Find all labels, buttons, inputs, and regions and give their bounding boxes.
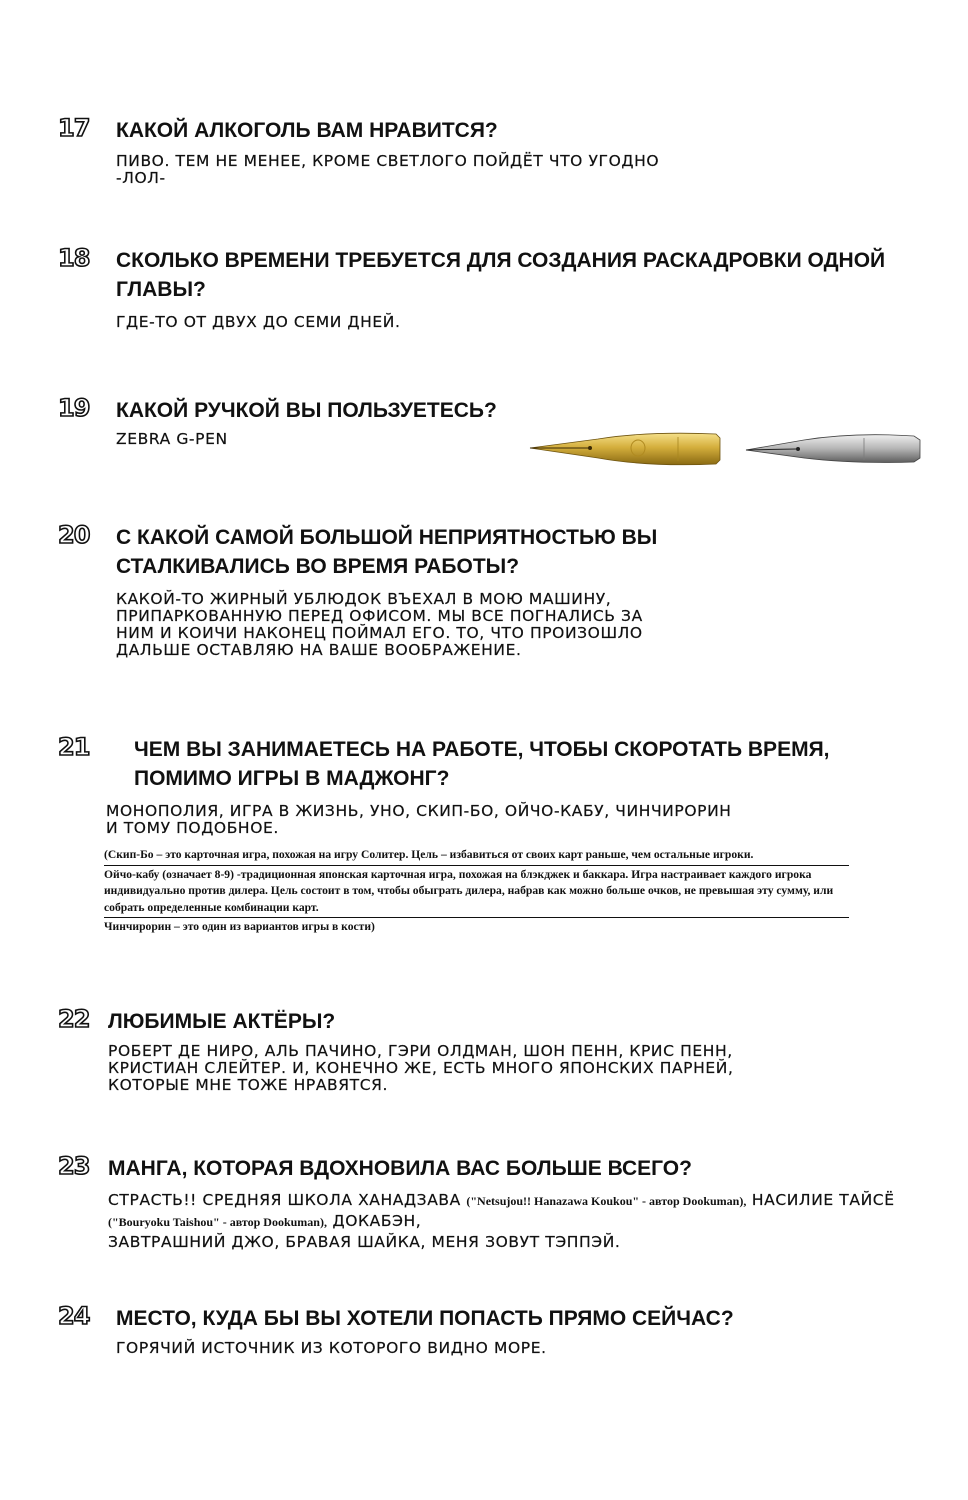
manga-note: ("Bouryoku Taishou" - автор Dookuman), (108, 1215, 327, 1229)
answer-text: ГДЕ-ТО ОТ ДВУХ ДО СЕМИ ДНЕЙ. (116, 313, 401, 331)
question-number: 24 (58, 1302, 90, 1330)
manga-title: ЗАВТРАШНИЙ ДЖО, БРАВАЯ ШАЙКА, МЕНЯ ЗОВУТ ТЭППЭЙ. (108, 1233, 621, 1251)
question-text: С КАКОЙ САМОЙ БОЛЬШОЙ НЕПРИЯТНОСТЬЮ ВЫ СТАЛКИВАЛИСЬ ВО ВРЕМЯ РАБОТЫ? (116, 526, 658, 578)
question-text: СКОЛЬКО ВРЕМЕНИ ТРЕБУЕТСЯ ДЛЯ СОЗДАНИЯ РАСКАДРОВКИ ОДНОЙ ГЛАВЫ? (116, 249, 886, 301)
footnote-skip-bo: (Скип-Бо – это карточная игра, похожая на игру Солитер. Цель – избавиться от своих карт раньше, чем остальные игроки. (104, 846, 849, 866)
footnote-oicho-kabu: Ойчо-кабу (означает 8-9) -традиционная японская карточная игра, похожая на блэкджек и баккара. Игра настраивает каждого игрока индивидуально против дилера. Цель состоит в том, чтобы обыграть дилера, набрав как можно больше очков, не превышая эту сумму, или собрать определенные комбинации карт. (104, 867, 834, 914)
answer-text (108, 1190, 898, 1252)
question-number: 23 (58, 1152, 90, 1180)
answer-text: РОБЕРТ ДЕ НИРО, АЛЬ ПАЧИНО, ГЭРИ ОЛДМАН, ШОН ПЕНН, КРИС ПЕНН, КРИСТИАН СЛЕЙТЕР. И, КОНЕЧНО ЖЕ, ЕСТЬ МНОГО ЯПОНСКИХ ПАРНЕЙ, КОТОРЫЕ МНЕ ТОЖЕ НРАВЯТСЯ. (108, 1042, 734, 1094)
manga-title: НАСИЛИЕ ТАЙСЁ (751, 1191, 895, 1209)
question-text: МЕСТО, КУДА БЫ ВЫ ХОТЕЛИ ПОПАСТЬ ПРЯМО СЕЙЧАС? (116, 1307, 734, 1330)
answer-text: ГОРЯЧИЙ ИСТОЧНИК ИЗ КОТОРОГО ВИДНО МОРЕ. (116, 1339, 547, 1357)
answer-text: ZEBRA G-PEN (116, 430, 228, 448)
answer-text: ПИВО. ТЕМ НЕ МЕНЕЕ, КРОМЕ СВЕТЛОГО ПОЙДЁТ ЧТО УГОДНО -ЛОЛ- (116, 152, 660, 187)
manga-title: ДОКАБЭН, (332, 1212, 422, 1230)
manga-title: СТРАСТЬ!! СРЕДНЯЯ ШКОЛА ХАНАДЗАВА (108, 1191, 461, 1209)
answer-text: КАКОЙ-ТО ЖИРНЫЙ УБЛЮДОК ВЪЕХАЛ В МОЮ МАШИНУ, ПРИПАРКОВАННУЮ ПЕРЕД ОФИСОМ. МЫ ВСЕ ПОГНАЛИСЬ ЗА НИМ И КОИЧИ НАКОНЕЦ ПОЙМАЛ ЕГО. ТО, ЧТО ПРОИЗОШЛО ДАЛЬШЕ ОСТАВЛЯЮ НА ВАШЕ ВООБРАЖЕНИЕ. (116, 590, 643, 659)
question-number: 20 (58, 521, 90, 549)
question-number: 17 (58, 114, 90, 142)
gold-nib-image (528, 428, 724, 470)
question-text: КАКОЙ РУЧКОЙ ВЫ ПОЛЬЗУЕТЕСЬ? (116, 399, 497, 422)
question-text: КАКОЙ АЛКОГОЛЬ ВАМ НРАВИТСЯ? (116, 119, 498, 142)
question-text: МАНГА, КОТОРАЯ ВДОХНОВИЛА ВАС БОЛЬШЕ ВСЕГО? (108, 1157, 692, 1180)
question-number: 21 (58, 733, 90, 761)
footnote-chinchirorin: Чинчирорин – это один из вариантов игры в кости) (104, 920, 375, 933)
question-number: 18 (58, 244, 90, 272)
answer-text: МОНОПОЛИЯ, ИГРА В ЖИЗНЬ, УНО, СКИП-БО, ОЙЧО-КАБУ, ЧИНЧИРОРИН И ТОМУ ПОДОБНОЕ. (106, 802, 732, 837)
question-text: ЛЮБИМЫЕ АКТЁРЫ? (108, 1010, 336, 1033)
silver-nib-image (744, 428, 924, 468)
question-number: 22 (58, 1005, 90, 1033)
question-number: 19 (58, 394, 90, 422)
q21-footnotes (104, 846, 849, 937)
manga-note: ("Netsujou!! Hanazawa Koukou" - автор Dookuman), (466, 1194, 747, 1208)
question-text: ЧЕМ ВЫ ЗАНИМАЕТЕСЬ НА РАБОТЕ, ЧТОБЫ СКОРОТАТЬ ВРЕМЯ, ПОМИМО ИГРЫ В МАДЖОНГ? (134, 738, 830, 790)
